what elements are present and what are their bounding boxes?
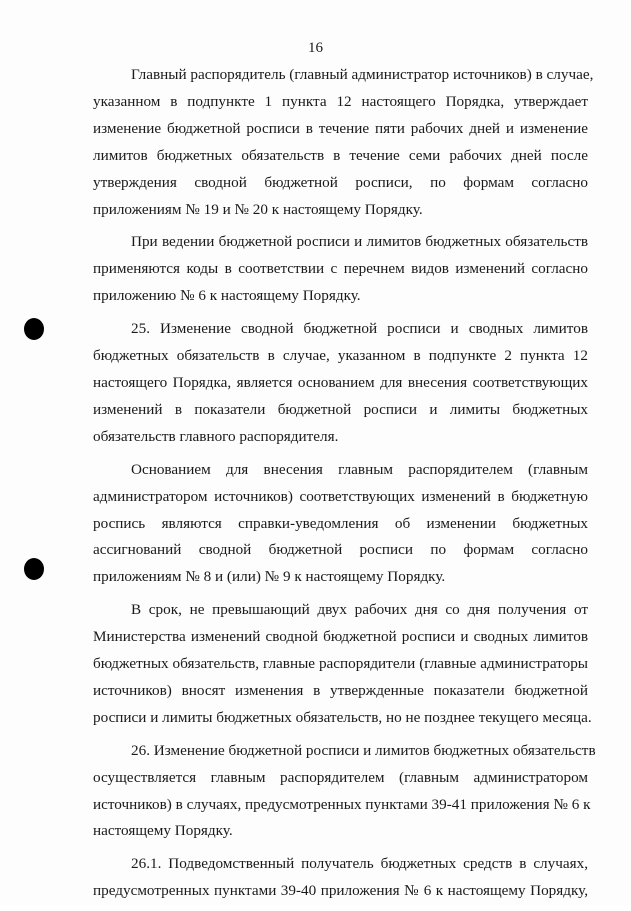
hole-punch-mark — [24, 318, 44, 340]
text-line: приложениям № 8 и (или) № 9 к настоящему Порядку. — [93, 568, 446, 586]
text-line: осуществляется главным распорядителем (главным администратором — [93, 768, 588, 786]
text-line: администратором источников) соответствующих изменений в бюджетную — [93, 487, 588, 505]
hole-punch-mark — [24, 558, 44, 580]
text-line: 26. Изменение бюджетной росписи и лимитов бюджетных обязательств — [131, 741, 596, 759]
text-line: 25. Изменение сводной бюджетной росписи и сводных лимитов — [131, 320, 588, 338]
text-line: Основанием для внесения главным распорядителем (главным — [131, 460, 588, 478]
text-line: При ведении бюджетной росписи и лимитов бюджетных обязательств — [131, 233, 588, 251]
text-line: источников) в случаях, предусмотренных пунктами 39-41 приложения № 6 к — [93, 795, 591, 813]
text-line: В срок, не превышающий двух рабочих дня со дня получения от — [131, 601, 588, 619]
text-line: настоящему Порядку. — [93, 822, 233, 840]
paragraph — [93, 316, 588, 451]
paragraph — [93, 738, 596, 846]
text-line: применяются коды в соответствии с перечнем видов изменений согласно — [93, 260, 588, 278]
text-line: Главный распорядитель (главный администратор источников) в случае, — [131, 66, 594, 83]
paragraph — [93, 851, 588, 905]
text-line: бюджетных обязательств, главные распорядители (главные администраторы — [93, 655, 588, 673]
paragraph — [93, 229, 588, 310]
text-line: обязательств главного распорядителя. — [93, 427, 339, 445]
text-line: бюджетных обязательств в случае, указанном в подпункте 2 пункта 12 — [93, 347, 588, 365]
paragraph — [93, 62, 594, 223]
text-line: ассигнований сводной бюджетной росписи по формам согласно — [93, 541, 588, 559]
text-line: предусмотренных пунктами 39-40 приложения № 6 к настоящему Порядку, — [93, 882, 588, 900]
text-line: утверждения сводной бюджетной росписи, по формам согласно — [93, 173, 588, 191]
document-body — [93, 62, 596, 911]
text-line: роспись являются справки-уведомления об изменении бюджетных — [93, 514, 588, 532]
text-line: лимитов бюджетных обязательств в течение семи рабочих дней после — [93, 146, 588, 164]
text-line: изменение бюджетной росписи в течение пяти рабочих дней и изменение — [93, 119, 588, 137]
text-line: 26.1. Подведомственный получатель бюджетных средств в случаях, — [131, 855, 588, 873]
text-line: указанном в подпункте 1 пункта 12 настоящего Порядка, утверждает — [93, 92, 588, 110]
page-number: 16 — [308, 40, 323, 56]
text-line: росписи и лимиты бюджетных обязательств, но не позднее текущего месяца. — [93, 708, 592, 726]
text-line: приложениям № 19 и № 20 к настоящему Порядку. — [93, 200, 423, 218]
text-line: приложению № 6 к настоящему Порядку. — [93, 287, 361, 305]
paragraph — [93, 597, 592, 732]
paragraph — [93, 457, 588, 592]
text-line: Министерства изменений сводной бюджетной росписи и сводных лимитов — [93, 628, 588, 646]
text-line: изменений в показатели бюджетной росписи и лимиты бюджетных — [93, 400, 588, 418]
text-line: источников) вносят изменения в утвержденные показатели бюджетной — [93, 681, 588, 699]
text-line: настоящего Порядка, является основанием для внесения соответствующих — [93, 373, 588, 391]
